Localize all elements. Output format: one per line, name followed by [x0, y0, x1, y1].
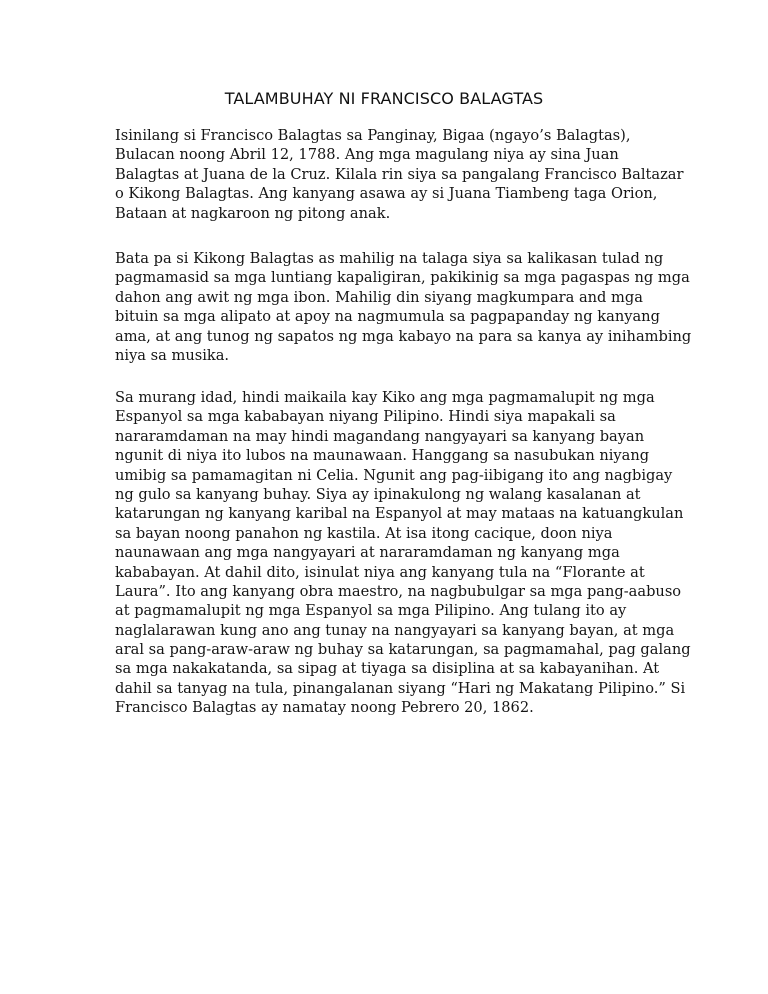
text-line: ama, at ang tunog ng sapatos ng mga kabayo na para sa kanya ay inihambing: [115, 327, 692, 345]
text-line: o Kikong Balagtas. Ang kanyang asawa ay si Juana Tiambeng taga Orion,: [115, 185, 658, 203]
text-line: Balagtas at Juana de la Cruz. Kilala rin siya sa pangalang Francisco Baltazar: [115, 165, 684, 183]
text-line: kababayan. At dahil dito, isinulat niya ang kanyang tula na “Florante at: [115, 563, 645, 581]
document-title: TALAMBUHAY NI FRANCISCO BALAGTAS: [224, 89, 544, 108]
text-line: niya sa musika.: [115, 346, 230, 364]
text-line: pagmamasid sa mga luntiang kapaligiran, pakikinig sa mga pagaspas ng mga: [115, 269, 690, 287]
text-line: Francisco Balagtas ay namatay noong Pebrero 20, 1862.: [115, 699, 534, 717]
text-line: sa bayan noong panahon ng kastila. At isa itong cacique, doon niya: [115, 524, 613, 542]
paragraph-childhood: [115, 249, 692, 365]
text-line: aral sa pang-araw-araw ng buhay sa katarungan, sa pagmamahal, pag galang: [115, 641, 691, 659]
text-line: bituin sa mga alipato at apoy na nagmumula sa pagpapanday ng kanyang: [115, 308, 660, 326]
text-line: Laura”. Ito ang kanyang obra maestro, na nagbubulgar sa mga pang-aabuso: [115, 582, 682, 600]
text-line: Sa murang idad, hindi maikaila kay Kiko ang mga pagmamalupit ng mga: [115, 389, 655, 406]
text-line: Bulacan noong Abril 12, 1788. Ang mga magulang niya ay sina Juan: [115, 146, 619, 164]
text-line: ng gulo sa kanyang buhay. Siya ay ipinakulong ng walang kasalanan at: [115, 485, 641, 503]
text-line: Espanyol sa mga kababayan niyang Pilipino. Hindi siya mapakali sa: [115, 408, 616, 426]
text-line: nararamdaman na may hindi magandang nangyayari sa kanyang bayan: [115, 427, 645, 445]
text-line: sa mga nakakatanda, sa sipag at tiyaga sa disiplina at sa kabayanihan. At: [115, 660, 660, 678]
text-line: dahil sa tanyag na tula, pinangalanan siyang “Hari ng Makatang Pilipino.” Si: [115, 679, 686, 697]
text-line: Isinilang si Francisco Balagtas sa Panginay, Bigaa (ngayo’s Balagtas),: [115, 127, 631, 144]
text-line: Bataan at nagkaroon ng pitong anak.: [115, 204, 391, 222]
paragraph-birth: [115, 126, 684, 223]
text-line: umibig sa pamamagitan ni Celia. Ngunit ang pag-iibigang ito ang nagbigay: [115, 466, 673, 484]
text-line: dahon ang awit ng mga ibon. Mahilig din siyang magkumpara and mga: [115, 288, 643, 306]
text-line: Bata pa si Kikong Balagtas as mahilig na talaga siya sa kalikasan tulad ng: [115, 250, 664, 267]
text-line: at pagmamalupit ng mga Espanyol sa mga Pilipino. Ang tulang ito ay: [115, 602, 627, 620]
text-line: naglalarawan kung ano ang tunay na nangyayari sa kanyang bayan, at mga: [115, 621, 675, 639]
paragraph-life-and-works: [115, 388, 691, 718]
text-line: naunawaan ang mga nangyayari at nararamdaman ng kanyang mga: [115, 544, 620, 562]
text-line: ngunit di niya ito lubos na maunawaan. Hanggang sa nasubukan niyang: [115, 447, 650, 465]
text-line: katarungan ng kanyang karibal na Espanyol at may mataas na katuangkulan: [115, 505, 684, 523]
